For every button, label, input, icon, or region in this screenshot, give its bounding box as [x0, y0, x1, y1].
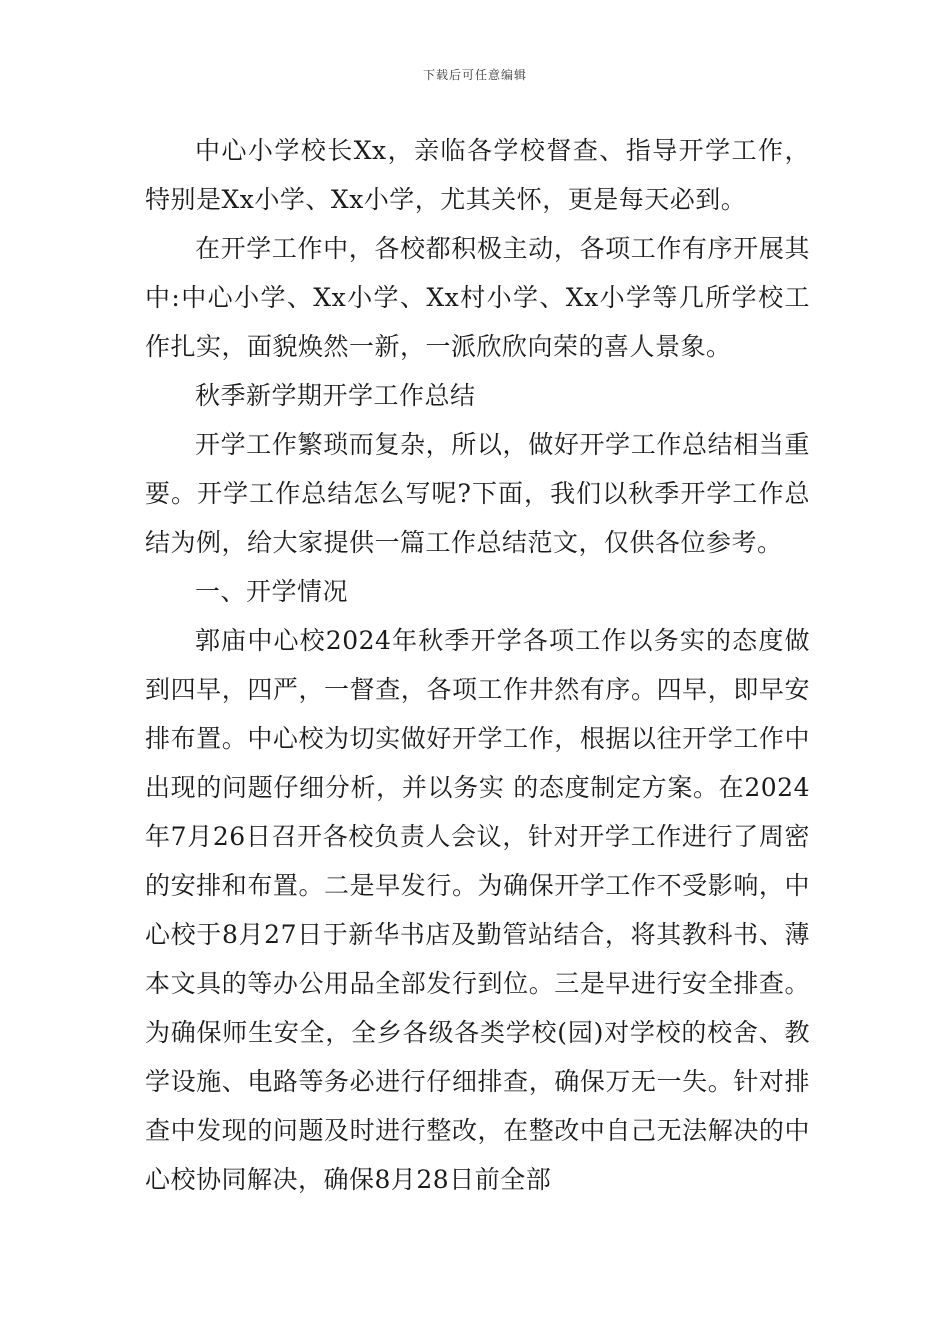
- header-note: 下载后可任意编辑: [422, 68, 527, 82]
- paragraph-school-progress: 在开学工作中，各校都积极主动，各项工作有序开展其中:中心小学、Xx小学、Xx村小学、Xx小学等几所学校工作扎实，面貌焕然一新，一派欣欣向荣的喜人景象。: [145, 234, 810, 361]
- section-heading-opening-status: 一、开学情况: [195, 577, 349, 606]
- section-title: 秋季新学期开学工作总结: [195, 381, 476, 410]
- document-body: [145, 126, 810, 1204]
- paragraph-opening-details: 郭庙中心校2024年秋季开学各项工作以务实的态度做到四早，四严，一督查，各项工作井然有序。四早，即早安排布置。中心校为切实做好开学工作，根据以往开学工作中出现的问题仔细分析，并以务实 的态度制定方案。在2024年7月26日召开各校负责人会议，针对开学工作进行了周密的安排和布置。二是早发行。为确保开学工作不受影响，中心校于8月27日于新华书店及勤管站结合，将其教科书、薄本文具的等办公用品全部发行到位。三是早进行安全排查。为确保师生安全，全乡各级各类学校(园)对学校的校舍、教学设施、电路等务必进行仔细排查，确保万无一失。针对排查中发现的问题及时进行整改，在整改中自己无法解决的中心校协同解决，确保8月28日前全部: [145, 626, 810, 1194]
- paragraph-intro: 开学工作繁琐而复杂，所以，做好开学工作总结相当重要。开学工作总结怎么写呢?下面，我们以秋季开学工作总结为例，给大家提供一篇工作总结范文，仅供各位参考。: [145, 430, 810, 557]
- paragraph-principal-visit: 中心小学校长Xx，亲临各学校督查、指导开学工作，特别是Xx小学、Xx小学，尤其关怀，更是每天必到。: [145, 136, 810, 214]
